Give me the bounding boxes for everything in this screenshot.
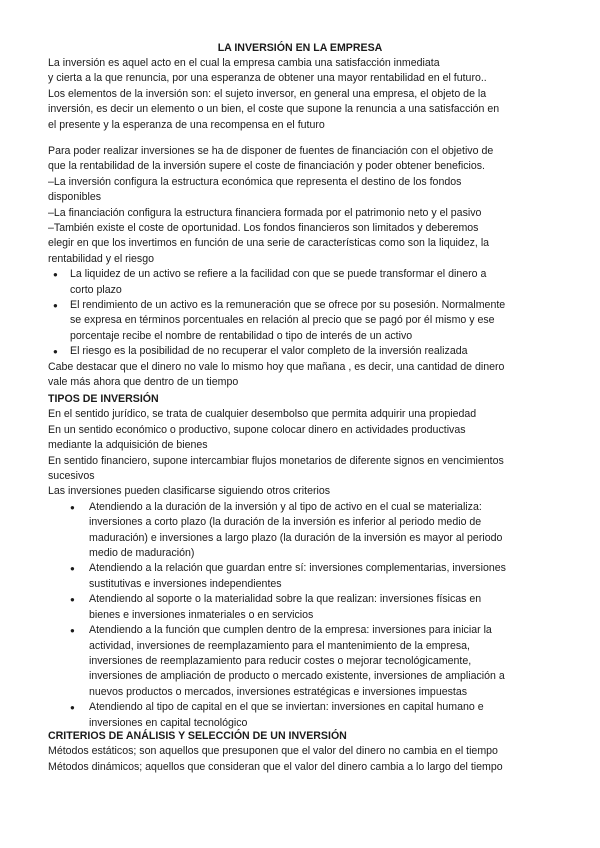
list-item — [48, 267, 528, 298]
text-line: inversiones de ampliación de producto o mercado existente, inversiones de ampliación a — [89, 670, 505, 683]
list-item — [48, 561, 528, 592]
types-section — [48, 392, 528, 731]
text-line: En sentido financiero, supone intercambiar flujos monetarios de diferente signos en vencimientos — [48, 454, 504, 467]
text-line: inversiones a corto plazo (la duración de la inversión es inferior al periodo medio de — [89, 516, 482, 529]
list-item — [48, 344, 528, 359]
text-line: porcentaje recibe el nombre de rentabilidad o tipo de interés de un activo — [70, 329, 413, 342]
text-line: y cierta a la que renuncia, por una esperanza de obtener una mayor rentabilidad en el futuro.. — [48, 72, 487, 85]
section-heading: CRITERIOS DE ANÁLISIS Y SELECCIÓN DE UN INVERSIÓN — [48, 730, 347, 742]
text-line: se expresa en términos porcentuales en relación al precio que se pagó por él mismo y ese — [70, 314, 495, 327]
list-item — [48, 500, 528, 562]
text-line: inversión, es decir un elemento o un bien, el coste que supone la renuncia a una satisfacción en — [48, 103, 500, 116]
text-line: ● Atendiendo a la duración de la inversión y al tipo de activo en el cual se materializa: — [89, 500, 482, 513]
list-item — [48, 298, 528, 344]
characteristics-list — [48, 267, 528, 359]
text-line: nuevos productos o mercados, inversiones estratégicas e inversiones impuestas — [89, 685, 468, 698]
text-line: mediante la adquisición de bienes — [48, 439, 208, 452]
text-line: que la rentabilidad de la inversión supere el coste de financiación y poder obtener beneficios. — [48, 160, 485, 173]
text-line: ● Atendiendo a la relación que guardan entre sí: inversiones complementarias, inversiones — [89, 562, 506, 575]
text-line: maduración) e inversiones a largo plazo (la duración de la inversión es mayor al periodo — [89, 531, 503, 544]
text-line: actividad, inversiones de reemplazamiento para el mantenimiento de la empresa, — [89, 639, 470, 652]
list-item — [48, 592, 528, 623]
text-line: rentabilidad y el riesgo — [48, 252, 154, 265]
text-line: sustitutivas e inversiones independientes — [89, 577, 282, 590]
text-line: ● La liquidez de un activo se refiere a la facilidad con que se puede transformar el dinero a — [70, 268, 487, 281]
text-line: ● El rendimiento de un activo es la remuneración que se ofrece por su posesión. Normalmente — [70, 299, 506, 312]
page-title: LA INVERSIÓN EN LA EMPRESA — [217, 42, 383, 54]
section-heading: TIPOS DE INVERSIÓN — [48, 393, 159, 405]
text-line: corto plazo — [70, 283, 122, 296]
text-line: Cabe destacar que el dinero no vale lo mismo hoy que mañana , es decir, una cantidad de dinero — [48, 360, 505, 373]
text-line: La inversión es aquel acto en el cual la empresa cambia una satisfacción inmediata — [48, 57, 440, 69]
text-line: vale más ahora que dentro de un tiempo — [48, 376, 239, 389]
text-line: En el sentido jurídico, se trata de cualquier desembolso que permita adquirir una propiedad — [48, 408, 477, 421]
text-line: bienes e inversiones inmateriales o en servicios — [89, 608, 314, 621]
text-line: –La inversión configura la estructura económica que representa el destino de los fondos — [48, 175, 462, 188]
criteria-list — [48, 500, 528, 731]
text-line: Para poder realizar inversiones se ha de disponer de fuentes de financiación con el objetivo de — [48, 145, 494, 157]
text-line: Las inversiones pueden clasificarse siguiendo otros criterios — [48, 485, 331, 498]
text-line: el presente y la esperanza de una recompensa en el futuro — [48, 118, 325, 131]
text-line: sucesivos — [48, 470, 95, 483]
intro-paragraph — [48, 56, 528, 133]
text-line: Métodos dinámicos; aquellos que consideran que el valor del dinero cambia a lo largo del tiempo — [48, 760, 503, 773]
text-line: –También existe el coste de oportunidad. Los fondos financieros son limitados y deberemos — [48, 222, 479, 235]
text-line: inversiones en capital tecnológico — [89, 716, 248, 729]
text-line: ● Atendiendo al tipo de capital en el que se inviertan: inversiones en capital humano e — [89, 701, 484, 714]
text-line: elegir en que los invertimos en función de una serie de características como son la liquidez, la — [48, 237, 490, 250]
analysis-section — [48, 729, 528, 775]
text-line: –La financiación configura la estructura financiera formada por el patrimonio neto y el pasivo — [48, 206, 482, 219]
text-line: inversiones de reemplazamiento para reducir costes o mejorar tecnológicamente, — [89, 654, 472, 667]
text-line: ● Atendiendo al soporte o la materialidad sobre la que realizan: inversiones físicas en — [89, 593, 482, 606]
list-item — [48, 700, 528, 731]
text-line: ● El riesgo es la posibilidad de no recuperar el valor completo de la inversión realizada — [70, 345, 468, 358]
text-line: Los elementos de la inversión son: el sujeto inversor, en general una empresa, el objeto de la — [48, 87, 487, 100]
list-item — [48, 623, 528, 700]
text-line: En un sentido económico o productivo, supone colocar dinero en actividades productivas — [48, 423, 466, 436]
text-line: disponibles — [48, 191, 102, 204]
text-line: Métodos estáticos; son aquellos que presuponen que el valor del dinero no cambia en el tiempo — [48, 745, 498, 758]
financing-paragraph — [48, 144, 528, 391]
text-line: ● Atendiendo a la función que cumplen dentro de la empresa: inversiones para iniciar la — [89, 624, 492, 637]
text-line: medio de maduración) — [89, 547, 195, 560]
